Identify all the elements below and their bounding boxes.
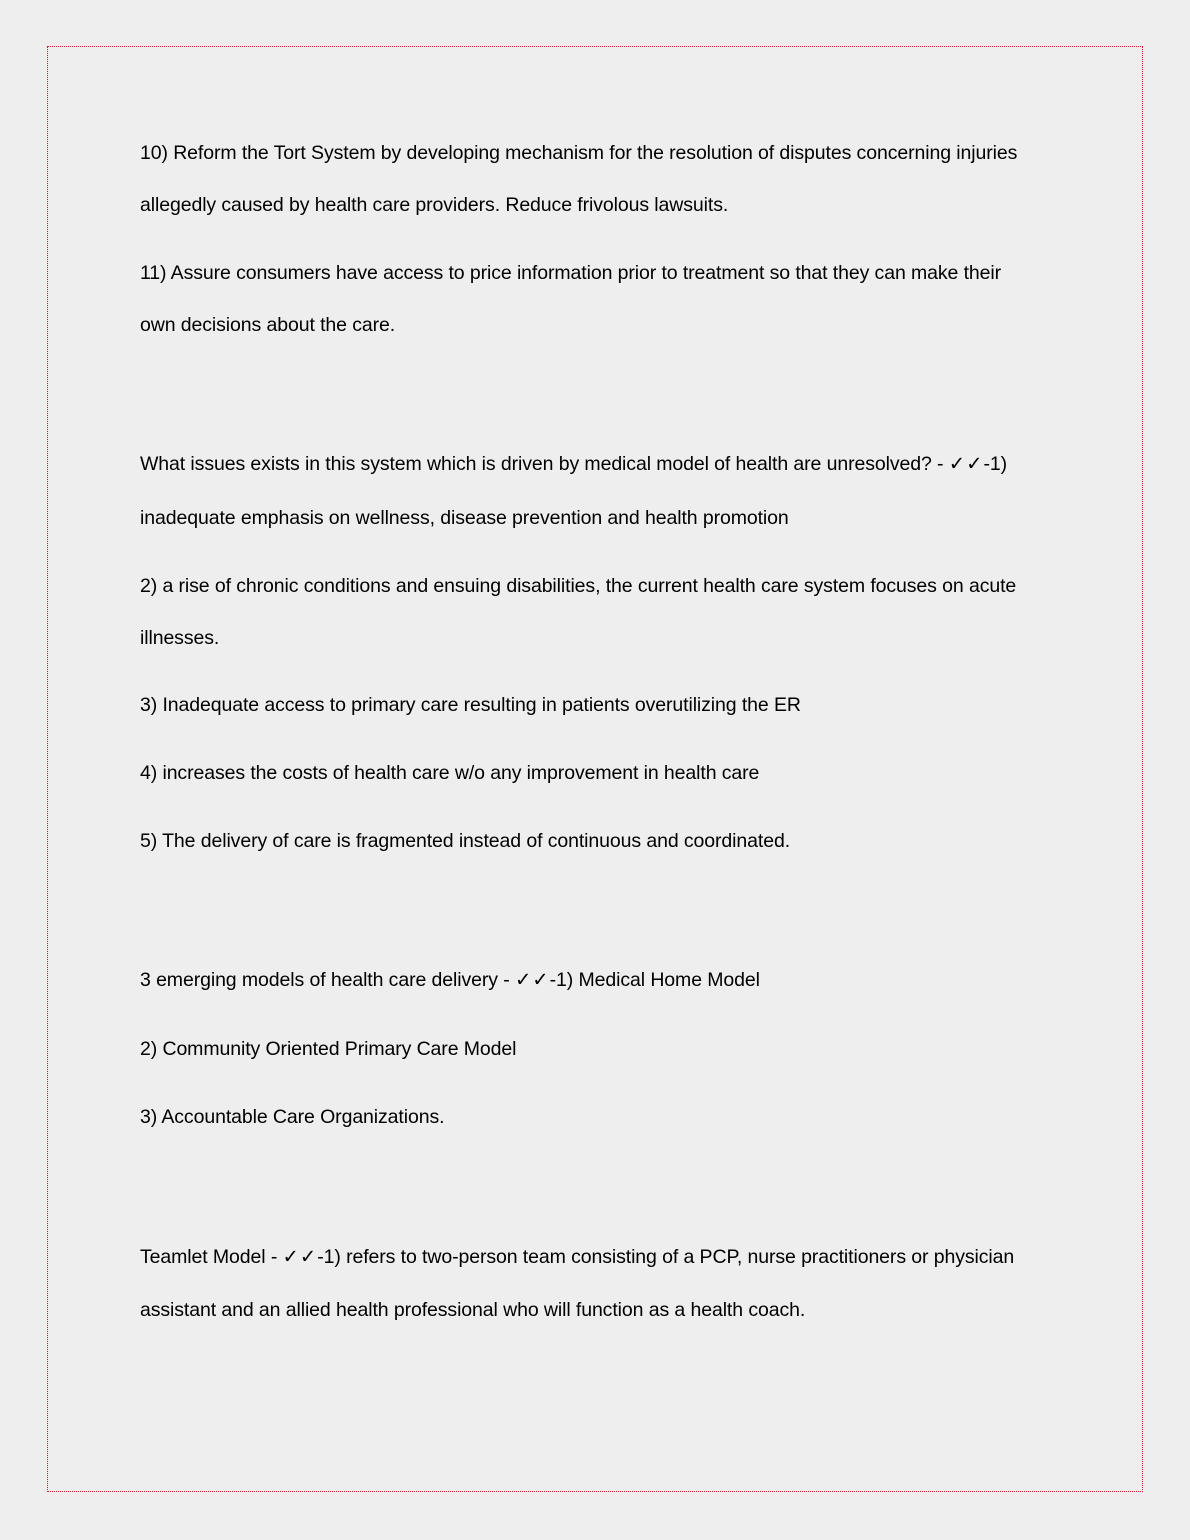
price-item-line-1: 11) Assure consumers have access to price information prior to treatment so that they can make their: [140, 262, 1002, 284]
models-question-text: 3 emerging models of health care delivery -: [140, 969, 515, 991]
teamlet-answer-start: -1) refers to two-person team consisting of a PCP, nurse practitioners or physician: [317, 1246, 1015, 1268]
issues-answer-line-2: inadequate emphasis on wellness, disease prevention and health promotion: [140, 507, 789, 529]
checkmark-icon: ✓✓: [514, 968, 550, 991]
issues-answer-start: -1): [983, 453, 1008, 475]
issues-question: [140, 454, 1007, 475]
models-answer-start: -1) Medical Home Model: [549, 969, 760, 991]
issues-item-2-line-2: illnesses.: [140, 627, 220, 649]
checkmark-icon: ✓✓: [282, 1245, 318, 1268]
models-item-3: 3) Accountable Care Organizations.: [140, 1106, 445, 1128]
teamlet-answer-line-2: assistant and an allied health professional who will function as a health coach.: [140, 1299, 806, 1321]
teamlet-question: [140, 1247, 1014, 1268]
tort-item-line-2: allegedly caused by health care providers. Reduce frivolous lawsuits.: [140, 194, 729, 216]
tort-item-line-1: 10) Reform the Tort System by developing mechanism for the resolution of disputes concerning injuries: [140, 142, 1018, 164]
teamlet-question-text: Teamlet Model -: [140, 1246, 283, 1268]
issues-item-3: 3) Inadequate access to primary care resulting in patients overutilizing the ER: [140, 694, 801, 716]
issues-question-text: What issues exists in this system which is driven by medical model of health are unresolved? -: [140, 453, 949, 475]
models-item-2: 2) Community Oriented Primary Care Model: [140, 1038, 517, 1060]
issues-item-5: 5) The delivery of care is fragmented instead of continuous and coordinated.: [140, 830, 791, 852]
issues-item-4: 4) increases the costs of health care w/o any improvement in health care: [140, 762, 760, 784]
price-item-line-2: own decisions about the care.: [140, 314, 396, 336]
issues-item-2-line-1: 2) a rise of chronic conditions and ensuing disabilities, the current health care system focuses on acute: [140, 575, 1017, 597]
models-question: [140, 970, 760, 991]
checkmark-icon: ✓✓: [948, 452, 984, 475]
